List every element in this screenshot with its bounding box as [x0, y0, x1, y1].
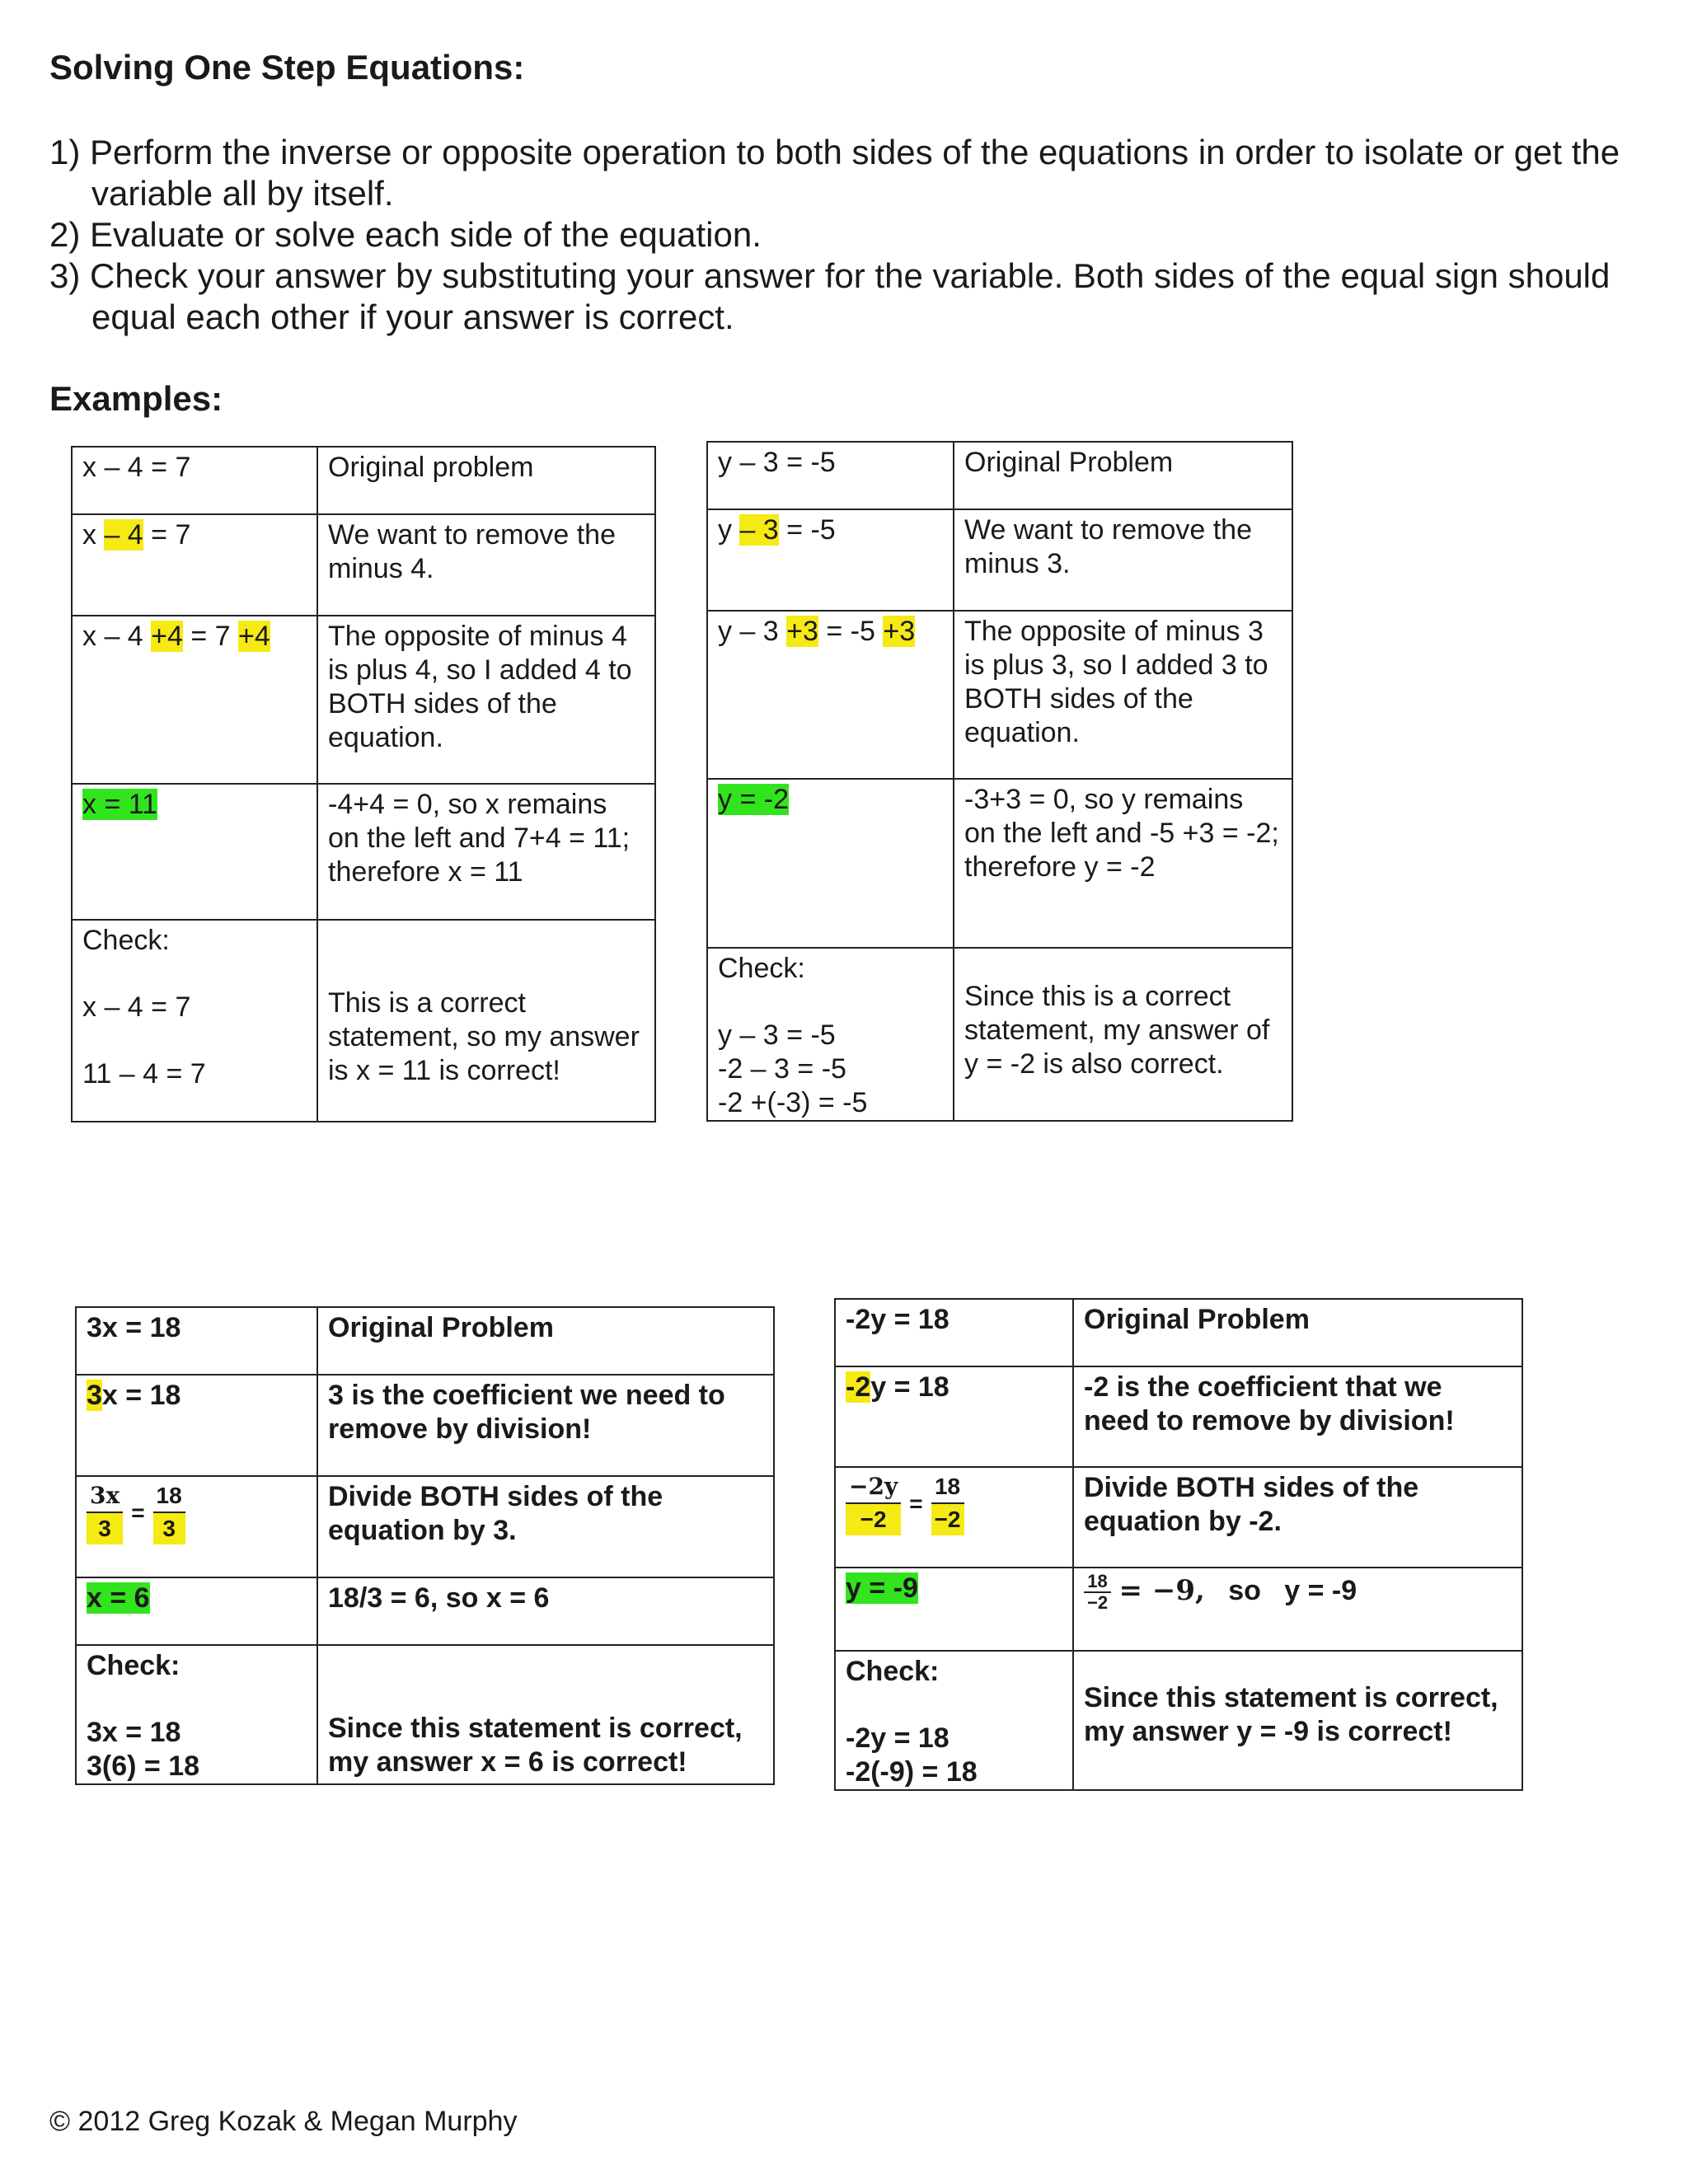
equation-cell: y – 3 +3 = -5 +3 [707, 611, 954, 779]
answer-cell [835, 1568, 1073, 1651]
left-fraction: $\frac{3x}{3}$ [87, 1480, 123, 1544]
copyright-footer: © 2012 Greg Kozak & Megan Murphy [49, 2106, 518, 2137]
check-cell: Check: x – 4 = 7 11 – 4 = 7 [72, 920, 317, 1122]
description-cell: -4+4 = 0, so x remains on the left and 7+4 = 11; therefore x = 11 [317, 784, 655, 920]
description-cell: We want to remove the minus 4. [317, 514, 655, 616]
right-fraction: $\frac{18}{-2}$ [931, 1471, 964, 1535]
example-table-3 [75, 1306, 775, 1785]
answer-highlight: y = -9 [846, 1572, 918, 1604]
left-fraction: $\frac{-2y}{-2}$ [846, 1471, 901, 1535]
equation-cell: y – 3 = -5 [707, 509, 954, 611]
highlight: +3 [883, 616, 916, 647]
description-cell: Since this statement is correct, my answer x = 6 is correct! [317, 1645, 774, 1784]
description-cell: We want to remove the minus 3. [954, 509, 1292, 611]
description-cell: $\frac{18}{-2}$ = −9, so y = -9 [1073, 1568, 1522, 1651]
fraction-cell: $\frac{3x}{3}$ = $\frac{18}{3}$ [76, 1476, 317, 1577]
answer-highlight: x = 11 [82, 789, 158, 820]
description-cell: Original Problem [954, 442, 1292, 509]
steps-list [49, 132, 1640, 338]
right-fraction: $\frac{18}{3}$ [153, 1480, 185, 1544]
description-cell: This is a correct statement, so my answer is x = 11 is correct! [317, 920, 655, 1122]
description-cell: Since this statement is correct, my answer y = -9 is correct! [1073, 1651, 1522, 1790]
check-cell: Check: y – 3 = -5 -2 – 3 = -5 -2 +(-3) = -5 [707, 948, 954, 1121]
description-cell: Divide BOTH sides of the equation by -2. [1073, 1467, 1522, 1568]
highlight: 3 [87, 1380, 102, 1411]
equation-cell: -2y = 18 [835, 1299, 1073, 1366]
description-cell: -3+3 = 0, so y remains on the left and -5 +3 = -2; therefore y = -2 [954, 779, 1292, 948]
fraction-cell: $\frac{-2y}{-2}$ = $\frac{18}{-2}$ [835, 1467, 1073, 1568]
description-cell: Original Problem [1073, 1299, 1522, 1366]
equation-cell: -2y = 18 [835, 1366, 1073, 1467]
example-table-2 [706, 441, 1293, 1122]
equation-cell: 3x = 18 [76, 1307, 317, 1375]
description-cell: 18/3 = 6, so x = 6 [317, 1577, 774, 1645]
highlight: – 4 [104, 519, 143, 551]
highlight: -2 [846, 1371, 871, 1403]
check-cell: Check: 3x = 18 3(6) = 18 [76, 1645, 317, 1784]
highlight: – 3 [739, 514, 779, 546]
answer-cell [707, 779, 954, 948]
description-cell: 3 is the coefficient we need to remove by division! [317, 1375, 774, 1476]
equation-cell: x – 4 = 7 [72, 447, 317, 514]
answer-highlight: x = 6 [87, 1582, 150, 1614]
equation-cell: 3x = 18 [76, 1375, 317, 1476]
answer-cell [72, 784, 317, 920]
description-cell: Since this is a correct statement, my answer of y = -2 is also correct. [954, 948, 1292, 1121]
description-cell: Original Problem [317, 1307, 774, 1375]
example-table-4 [834, 1298, 1523, 1791]
step-2: 2) Evaluate or solve each side of the equation. [49, 215, 762, 254]
highlight: +4 [151, 621, 183, 652]
example-table-1 [71, 446, 656, 1122]
equation-cell: y – 3 = -5 [707, 442, 954, 509]
description-cell: The opposite of minus 3 is plus 3, so I added 3 to BOTH sides of the equation. [954, 611, 1292, 779]
description-cell: The opposite of minus 4 is plus 4, so I added 4 to BOTH sides of the equation. [317, 616, 655, 784]
step-3: 3) Check your answer by substituting your answer for the variable. Both sides of the equal sign should equal each other if your answer is correct. [49, 256, 1611, 336]
description-cell: Divide BOTH sides of the equation by 3. [317, 1476, 774, 1577]
highlight: +4 [238, 621, 270, 652]
check-cell: Check: -2y = 18 -2(-9) = 18 [835, 1651, 1073, 1790]
answer-highlight: y = -2 [718, 784, 789, 815]
description-cell: Original problem [317, 447, 655, 514]
page-title: Solving One Step Equations: [49, 48, 525, 87]
result-fraction: $\frac{18}{-2}$ [1084, 1572, 1111, 1613]
step-1: 1) Perform the inverse or opposite operation to both sides of the equations in order to isolate or get the variable all by itself. [49, 133, 1620, 213]
equation-cell: x – 4 = 7 [72, 514, 317, 616]
answer-cell [76, 1577, 317, 1645]
equation-cell: x – 4 +4 = 7 +4 [72, 616, 317, 784]
examples-heading: Examples: [49, 379, 223, 418]
highlight: +3 [786, 616, 818, 647]
description-cell: -2 is the coefficient that we need to remove by division! [1073, 1366, 1522, 1467]
